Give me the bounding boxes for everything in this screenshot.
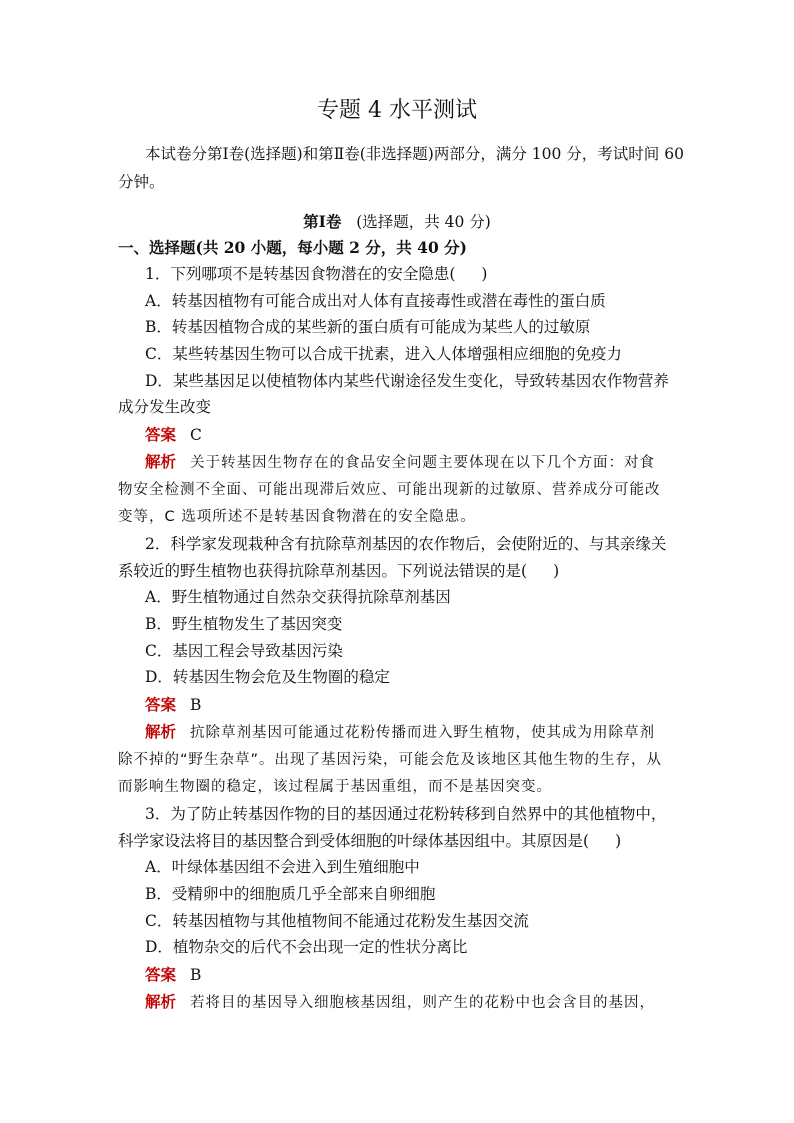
q2-option-a: A．野生植物通过自然杂交获得抗除草剂基因 — [145, 588, 451, 606]
q1-answer — [145, 425, 202, 445]
q2-answer-value: B — [190, 696, 202, 714]
q3-stem-line1: 3．为了防止转基因作物的目的基因通过花粉转移到自然界中的其他植物中， — [145, 805, 667, 823]
question-type-heading: 一、选择题(共 20 小题，每小题 2 分，共 40 分) — [118, 238, 467, 257]
q2-stem-text: 系较近的野生植物也获得抗除草剂基因。下列说法错误的是( — [118, 562, 528, 580]
page-title: 专题 4 水平测试 — [317, 98, 477, 123]
q2-explanation-line3: 而影响生物圈的稳定，该过程属于基因重组，而不是基因突变。 — [118, 779, 552, 795]
q1-stem-text: 1．下列哪项不是转基因食物潜在的安全隐患( — [145, 265, 456, 283]
q1-option-c: C．某些转基因生物可以合成干扰素，进入人体增强相应细胞的免疫力 — [145, 345, 622, 363]
q3-stem-end: ) — [615, 832, 622, 850]
q3-answer-value: B — [190, 966, 202, 984]
answer-label: 答案 — [145, 425, 177, 444]
q2-option-b: B．野生植物发生了基因突变 — [145, 615, 343, 633]
q1-explanation-line2: 物安全检测不全面、可能出现滞后效应、可能出现新的过敏原、营养成分可能改 — [118, 482, 661, 498]
q2-answer — [145, 695, 201, 715]
q2-explanation-line2: 除不掉的“野生杂草”。出现了基因污染，可能会危及该地区其他生物的生存，从 — [118, 752, 663, 768]
explain-label: 解析 — [145, 722, 177, 741]
q1-expl-text-1: 关于转基因生物存在的食品安全问题主要体现在以下几个方面：对食 — [190, 455, 656, 471]
explain-label: 解析 — [145, 452, 177, 471]
q1-explanation-line1 — [145, 452, 655, 473]
q3-stem-text: 科学家设法将目的基因整合到受体细胞的叶绿体基因组中。其原因是( — [118, 832, 590, 850]
q3-option-c: C．转基因植物与其他植物间不能通过花粉发生基因交流 — [145, 912, 529, 930]
q1-answer-value: C — [190, 426, 202, 444]
intro-line-2: 分钟。 — [118, 173, 165, 191]
q3-stem-line2 — [118, 831, 621, 851]
section-heading — [0, 212, 794, 232]
q2-option-c: C．基因工程会导致基因污染 — [145, 642, 343, 660]
section-heading-sub: (选择题，共 40 分) — [356, 213, 491, 231]
section-heading-main: 第Ⅰ卷 — [303, 212, 342, 231]
q2-stem-end: ) — [553, 562, 560, 580]
q1-stem — [145, 264, 487, 284]
q3-option-b: B．受精卵中的细胞质几乎全部来自卵细胞 — [145, 885, 436, 903]
q1-option-d-line1: D．某些基因足以使植物体内某些代谢途径发生变化，导致转基因农作物营养 — [145, 372, 669, 390]
q3-answer — [145, 965, 201, 985]
q1-option-b: B．转基因植物合成的某些新的蛋白质有可能成为某些人的过敏原 — [145, 318, 591, 336]
explain-label: 解析 — [145, 992, 177, 1011]
q3-option-a: A．叶绿体基因组不会进入到生殖细胞中 — [145, 858, 420, 876]
q2-explanation-line1 — [145, 722, 655, 743]
q1-option-d-line2: 成分发生改变 — [118, 398, 212, 416]
q2-option-d: D．转基因生物会危及生物圈的稳定 — [145, 668, 390, 686]
q1-explanation-line3: 变等，C 选项所述不是转基因食物潜在的安全隐患。 — [118, 509, 476, 525]
q1-stem-end: ) — [481, 265, 488, 283]
q3-explanation-line1 — [145, 992, 655, 1013]
q2-stem-line1: 2．科学家发现栽种含有抗除草剂基因的农作物后，会使附近的、与其亲缘关 — [145, 535, 667, 553]
intro-line-1: 本试卷分第Ⅰ卷(选择题)和第Ⅱ卷(非选择题)两部分，满分 100 分，考试时间 60 — [145, 145, 684, 163]
q1-option-a: A．转基因植物有可能合成出对人体有直接毒性或潜在毒性的蛋白质 — [145, 292, 606, 310]
q3-expl-text-1: 若将目的基因导入细胞核基因组，则产生的花粉中也会含目的基因， — [190, 995, 656, 1011]
answer-label: 答案 — [145, 695, 177, 714]
q2-expl-text-1: 抗除草剂基因可能通过花粉传播而进入野生植物，使其成为用除草剂 — [190, 725, 656, 741]
q3-option-d: D．植物杂交的后代不会出现一定的性状分离比 — [145, 938, 468, 956]
answer-label: 答案 — [145, 965, 177, 984]
q2-stem-line2 — [118, 561, 559, 581]
